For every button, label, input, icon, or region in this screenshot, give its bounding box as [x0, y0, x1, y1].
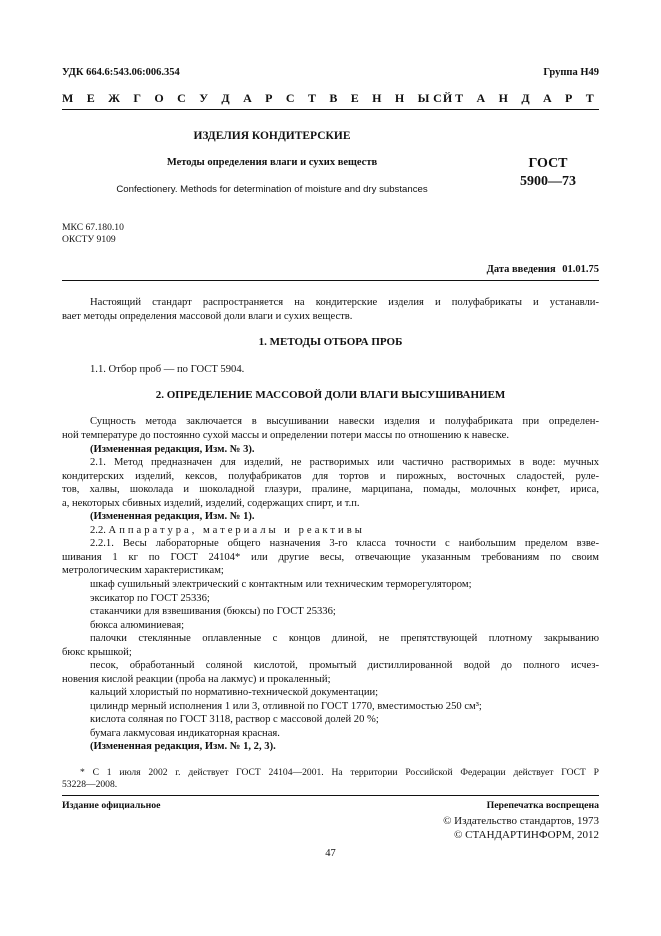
gost-number: 5900—73 — [520, 174, 576, 189]
intro-text — [62, 296, 599, 323]
document-subtitle: Методы определения влаги и сухих веществ — [166, 157, 378, 168]
sand-line: песок, обработанный соляной кислотой, промытый дистиллированной водой до полного исчез- — [90, 660, 599, 671]
paragraph-2-2-1-line: метрологическим характеристикам; — [62, 565, 224, 577]
mks-code: МКС 67.180.10 — [62, 222, 124, 233]
section-1-text: 1.1. Отбор проб — по ГОСТ 5904. — [90, 364, 245, 375]
paragraph-2-2 — [62, 524, 627, 538]
paragraph-2-2-1-line: 2.2.1. Весы лабораторные общего назначения 3-го класса точности с наибольшим пределом взве- — [90, 538, 599, 549]
group-code: Группа Н49 — [543, 67, 599, 78]
equipment-item: бюкса алюминиевая; — [90, 619, 185, 631]
banner-standard: С Т А Н Д А Р Т — [433, 91, 599, 105]
equipment-list — [62, 578, 599, 632]
edit-note-3: (Измененная редакция, Изм. № 1, 2, 3). — [90, 741, 276, 752]
paragraph-2-2-1-line: шивания 1 кг по ГОСТ 24104* или другие весы, отвечающие указанным требованиям по своим — [62, 551, 599, 563]
copyright-2012: © СТАНДАРТИНФОРМ, 2012 — [454, 829, 599, 841]
intro-line: Настоящий стандарт распространяется на кондитерские изделия и полуфабрикаты и устанавли- — [90, 297, 599, 308]
essence-line: ной температуре до постоянно сухой массы и определении потери массы по отношению к навеске. — [62, 429, 510, 441]
page-number: 47 — [325, 848, 336, 859]
sand-item — [62, 659, 599, 686]
equipment-item: шкаф сушильный электрический с контактным или техническим терморегулятором; — [90, 579, 472, 590]
date-label: Дата введения — [486, 264, 556, 275]
paragraph-2-2-number: 2.2. — [90, 525, 106, 536]
essence-text — [62, 415, 599, 442]
equipment-item: кальций хлористый по нормативно-технической документации; — [90, 687, 379, 698]
paragraph-2-1-line: а, некоторых сбивных изделий, изделий, содержащих спирт, и т.п. — [62, 497, 360, 509]
edit-note-2: (Измененная редакция, Изм. № 1). — [90, 511, 255, 522]
paragraph-2-2-title: Аппаратура, материалы и реактивы — [108, 525, 365, 536]
footer-rule — [62, 795, 599, 796]
equipment-item: эксикатор по ГОСТ 25336; — [90, 592, 210, 604]
okstu-code: ОКСТУ 9109 — [62, 234, 116, 245]
sticks-line: бюкс крышкой; — [62, 646, 132, 658]
equipment-item: бумага лакмусовая индикаторная красная. — [90, 727, 280, 739]
header-rule — [62, 109, 599, 110]
section-2-heading: 2. ОПРЕДЕЛЕНИЕ МАССОВОЙ ДОЛИ ВЛАГИ ВЫСУШИВАНИЕМ — [155, 389, 506, 401]
intro-line: вает методы определения массовой доли влаги и сухих веществ. — [62, 310, 353, 322]
sticks-line: палочки стеклянные оплавленные с концов длиной, не препятствующей плотному закрыванию — [90, 633, 599, 644]
date-value: 01.01.75 — [562, 264, 599, 275]
section-1-heading: 1. МЕТОДЫ ОТБОРА ПРОБ — [258, 336, 403, 348]
equipment-list-2 — [62, 686, 599, 740]
equipment-item: цилиндр мерный исполнения 1 или 3, отливной по ГОСТ 1770, вместимостью 250 см³; — [90, 700, 482, 712]
document-title: ИЗДЕЛИЯ КОНДИТЕРСКИЕ — [193, 130, 351, 142]
essence-line: Сущность метода заключается в высушивании навески изделия и полуфабриката при определен- — [90, 416, 599, 427]
footnote-line: 53228—2008. — [62, 779, 118, 790]
sand-line: новения кислой реакции (проба на лакмус) и прокаленный; — [62, 673, 331, 685]
copyright-1973: © Издательство стандартов, 1973 — [443, 815, 599, 827]
paragraph-2-1-line: 2.1. Метод предназначен для изделий, не растворимых или частично растворимых в воде: мучных — [90, 457, 599, 468]
date-block — [487, 264, 599, 275]
equipment-item: стаканчики для взвешивания (бюксы) по ГОСТ 25336; — [90, 606, 336, 618]
banner-interstate: М Е Ж Г О С У Д А Р С Т В Е Н Н Ы Й — [62, 91, 458, 105]
paragraph-2-1-line: кондитерских изделий, кексов, полуфабрикатов для тортов и пирожных, восточных сладостей, руле- — [62, 470, 599, 482]
sticks-item — [62, 632, 599, 659]
english-title: Confectionery. Methods for determination of moisture and dry substances — [116, 184, 428, 195]
equipment-item: кислота соляная по ГОСТ 3118, раствор с массовой долей 20 %; — [90, 714, 379, 726]
reprint-prohibited: Перепечатка воспрещена — [486, 800, 599, 811]
footnote — [62, 767, 599, 791]
official-edition: Издание официальное — [62, 800, 161, 811]
gost-label: ГОСТ — [528, 156, 568, 171]
paragraph-2-2-1 — [62, 537, 599, 578]
footnote-line: * С 1 июля 2002 г. действует ГОСТ 24104—2001. На территории Российской Федерации действует ГОСТ Р — [80, 767, 599, 778]
udk-code: УДК 664.6:543.06:006.354 — [62, 67, 180, 78]
paragraph-2-1 — [62, 456, 599, 510]
date-rule — [62, 280, 599, 281]
edit-note-1: (Измененная редакция, Изм. № 3). — [90, 444, 255, 455]
paragraph-2-1-line: тов, халвы, шоколада и шоколадной глазури, пралине, марципана, помады, молочных конфет, ириса, — [62, 484, 599, 496]
